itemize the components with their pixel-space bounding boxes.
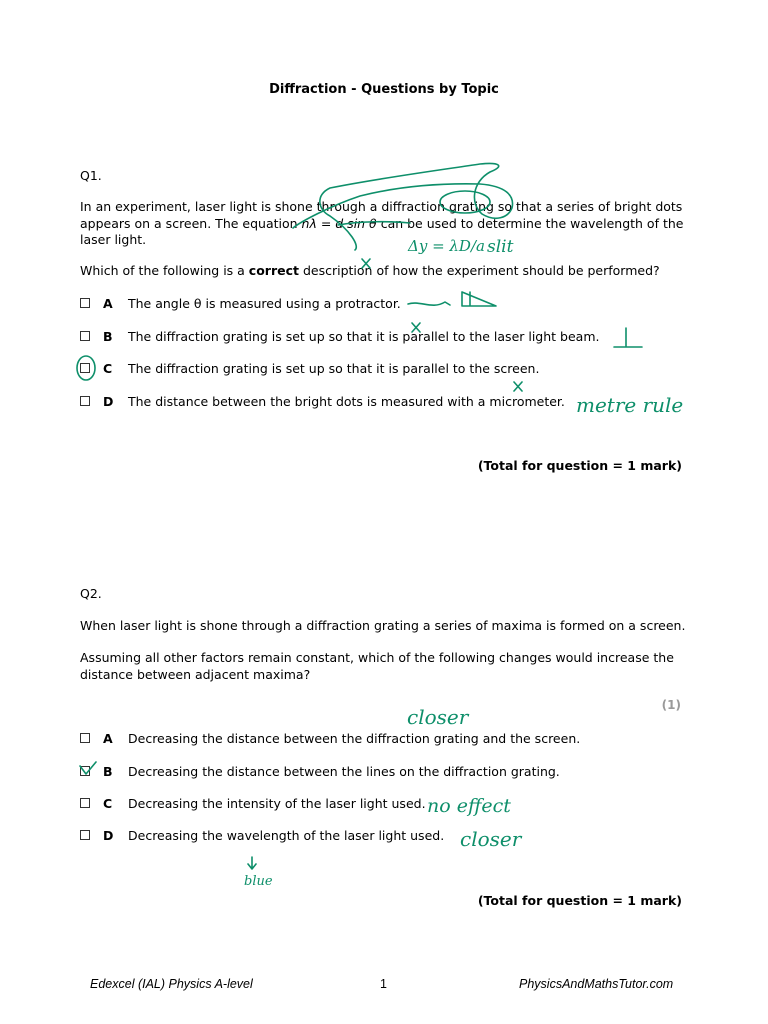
checkbox[interactable] (80, 396, 90, 406)
checkbox[interactable] (80, 298, 90, 308)
q1-option-c[interactable] (80, 359, 539, 377)
question-1-stem-line-1: In an experiment, laser light is shone through a diffraction grating so that a series of bright dots (80, 199, 683, 214)
option-text: The diffraction grating is set up so that it is parallel to the laser light beam. (128, 328, 600, 344)
page-number: 1 (380, 977, 387, 991)
question-2-prompt (80, 650, 690, 683)
question-2-prompt-line-2: distance between adjacent maxima? (80, 666, 311, 682)
checkbox[interactable] (80, 733, 90, 743)
ink-closer-1: closer (407, 705, 469, 729)
question-1-number: Q1. (80, 168, 102, 183)
marks-indicator: (1) (661, 698, 681, 712)
question-1-stem-line-3: laser light. (80, 232, 147, 247)
ink-metre-rule: metre rule (576, 393, 684, 417)
prompt-text: Which of the following is a (80, 263, 249, 278)
option-text: Decreasing the distance between the diffraction grating and the screen. (128, 730, 581, 746)
option-letter: D (103, 393, 114, 409)
checkbox[interactable] (80, 363, 90, 373)
option-letter: C (103, 795, 113, 811)
option-text: Decreasing the wavelength of the laser light used. (128, 827, 445, 843)
option-letter: A (103, 295, 113, 311)
question-1-total: (Total for question = 1 mark) (477, 458, 682, 473)
q2-option-b[interactable] (80, 762, 560, 780)
question-2-number: Q2. (80, 586, 102, 601)
q2-option-d[interactable] (80, 826, 444, 844)
option-text: Decreasing the distance between the lines on the diffraction grating. (128, 763, 560, 779)
q2-option-c[interactable] (80, 794, 426, 812)
ink-blue: blue (244, 874, 273, 889)
q1-option-b[interactable] (80, 327, 599, 345)
option-letter: B (103, 763, 113, 779)
page-title: Diffraction - Questions by Topic (269, 82, 499, 97)
option-text: The angle θ is measured using a protractor. (128, 295, 401, 311)
ink-closer-2: closer (460, 827, 522, 851)
footer-right: PhysicsAndMathsTutor.com (519, 977, 674, 991)
prompt-text: description of how the experiment should be performed? (299, 263, 660, 278)
question-2-stem: When laser light is shone through a diffraction grating a series of maxima is formed on a screen. (80, 618, 686, 633)
q1-option-d[interactable] (80, 392, 565, 410)
checkbox[interactable] (80, 331, 90, 341)
checkbox[interactable] (80, 766, 90, 776)
checkbox[interactable] (80, 830, 90, 840)
option-text: The distance between the bright dots is measured with a micrometer. (128, 393, 565, 409)
question-1-prompt (80, 263, 690, 280)
option-text: The diffraction grating is set up so that it is parallel to the screen. (128, 360, 540, 376)
ink-arrow (408, 302, 450, 305)
option-letter: D (103, 827, 114, 843)
ink-cross-d (514, 382, 522, 391)
q1-option-a[interactable] (80, 294, 401, 312)
q2-option-a[interactable] (80, 729, 580, 747)
stem-text: appears on a screen. The equation (80, 215, 302, 231)
option-text: Decreasing the intensity of the laser light used. (128, 795, 426, 811)
ink-down-arrow (248, 857, 256, 869)
ink-perpendicular (614, 328, 642, 347)
equation: nλ = d sin θ (301, 215, 377, 231)
ink-triangle (462, 292, 496, 306)
question-2-total: (Total for question = 1 mark) (477, 893, 682, 908)
footer-left: Edexcel (IAL) Physics A-level (90, 977, 253, 991)
prompt-emphasis: correct (248, 263, 299, 278)
stem-text: can be used to determine the wavelength of the (376, 215, 684, 231)
ink-formula: Δy = λD/a (408, 237, 485, 255)
option-letter: A (103, 730, 113, 746)
question-1-stem-line-2 (80, 216, 690, 233)
checkbox[interactable] (80, 798, 90, 808)
ink-slit: slit (487, 237, 514, 257)
ink-no-effect: no effect (427, 795, 511, 817)
option-letter: B (103, 328, 113, 344)
option-letter: C (103, 360, 113, 376)
question-1-stem (80, 199, 690, 249)
question-2-prompt-line-1: Assuming all other factors remain constant, which of the following changes would increase the (80, 650, 674, 665)
